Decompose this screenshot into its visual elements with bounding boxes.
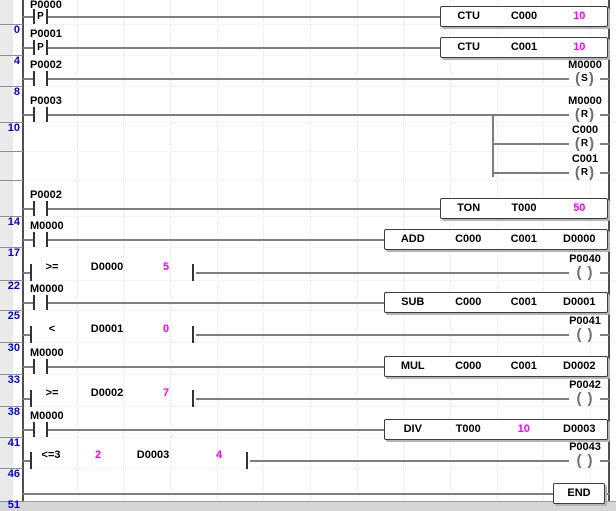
rung-number: 8 [13,86,20,98]
coil-arc-left: ( [575,69,581,87]
instruction-box-ton-t000[interactable] [440,198,608,219]
wire [600,114,609,116]
contact-label: M0000 [30,347,64,359]
wire [23,429,33,431]
wire [600,460,609,462]
coil-label: M0000 [568,59,602,71]
compare-contact-ge-d0000[interactable] [30,261,194,281]
coil-m0000-set[interactable] [569,71,600,86]
rung-row-8 [0,56,616,98]
wire [196,334,569,336]
branch-vertical-wire [492,115,494,177]
wire [23,78,33,80]
wire [23,208,33,210]
rung-separator [0,180,23,181]
coil-arc-right: ) [589,134,595,152]
wire [23,493,609,495]
contact-label: P0002 [30,189,62,201]
compare-operand: D0000 [90,261,124,273]
wire [23,398,30,400]
instruction-box-add[interactable] [384,229,608,250]
coil-m0000-reset[interactable] [569,107,600,122]
box-mnemonic: DIV [403,423,422,435]
compare-operator: <=3 [41,449,61,461]
rung-number: 22 [7,280,20,292]
coil-label: P0041 [569,315,601,327]
wire [48,114,569,116]
coil-arc-left: ( [574,105,580,123]
coil-arc-left: ( [574,163,580,181]
coil-c000-reset[interactable] [569,136,600,151]
wire [23,114,33,116]
wire [600,334,609,336]
compare-operand: D0002 [90,387,124,399]
wire [196,272,569,274]
coil-arc-left: ( [574,134,580,152]
coil-arc-right: ) [589,105,595,123]
compare-contact-ge-d0002[interactable] [30,387,194,407]
rung-row-51 [0,469,616,511]
wire [23,239,33,241]
instruction-box-div[interactable] [384,419,608,440]
coil-arc-right: ) [588,69,594,87]
box-mnemonic: TON [457,202,481,214]
rung-separator [0,151,23,152]
coil-letter: R [580,167,589,178]
compare-value: 2 [94,449,102,461]
rung-number: 10 [7,122,20,134]
compare-operator: < [48,323,56,335]
box-operand-value: 10 [517,423,530,435]
box-mnemonic: CTU [457,41,480,53]
coil-arc-right: ) [587,263,593,281]
compare-contact-lt-d0001[interactable] [30,323,194,343]
box-operand: C001 [510,233,537,245]
box-operand: T000 [455,423,481,435]
box-mnemonic: END [567,487,591,499]
instruction-box-sub[interactable] [384,292,608,313]
rung-number: 14 [7,216,20,228]
box-operand-value: 10 [573,10,586,22]
compare-contact-range-d0003[interactable] [30,449,248,469]
left-power-rail [22,0,24,501]
instruction-box-mul[interactable] [384,356,608,377]
edge-letter: P [37,11,44,22]
wire [23,460,30,462]
coil-arc-right: ) [589,163,595,181]
coil-arc-right: ) [587,451,593,469]
rung-row-10-branch-1 [0,123,616,152]
coil-letter: S [581,73,588,84]
contact-m0000[interactable] [33,232,48,247]
contact-p0002[interactable] [33,201,48,216]
box-operand-value: 10 [573,41,586,53]
wire [600,143,609,145]
coil-p0041[interactable] [569,327,600,342]
instruction-box-ctu-c000[interactable] [440,6,608,27]
wire [23,16,33,18]
coil-label: M0000 [568,95,602,107]
contact-label: P0000 [30,0,62,11]
rung-number: 46 [7,468,20,480]
contact-m0000[interactable] [33,359,48,374]
box-operand: C000 [510,10,538,22]
box-operand: C001 [510,360,537,372]
box-operand: D0002 [563,360,596,372]
compare-operator: >= [45,387,59,399]
wire [23,366,33,368]
coil-label: C001 [571,153,599,165]
box-operand: D0003 [563,423,596,435]
rung-number: 51 [7,499,20,511]
contact-p0002[interactable] [33,71,48,86]
coil-label: P0040 [569,253,601,265]
compare-value: 7 [162,387,170,399]
wire [23,302,33,304]
coil-p0040[interactable] [569,265,600,280]
wire [600,78,609,80]
coil-p0042[interactable] [569,391,600,406]
wire [600,272,609,274]
rung-number: 33 [7,374,20,386]
coil-arc-right: ) [587,325,593,343]
rung-row-10-branch-2 [0,152,616,181]
coil-c001-reset[interactable] [569,165,600,180]
coil-label: C000 [571,124,599,136]
contact-label: P0002 [30,59,62,71]
box-operand: C001 [510,296,537,308]
compare-operator: >= [45,261,59,273]
box-operand: C001 [510,41,538,53]
coil-arc-left: ( [576,325,582,343]
compare-value: 0 [162,323,170,335]
box-operand: C000 [455,233,482,245]
rung-number: 38 [7,406,20,418]
box-operand: T000 [511,202,537,214]
horizontal-scrollbar-track[interactable] [0,501,616,511]
instruction-box-end[interactable] [553,483,605,504]
contact-label: M0000 [30,220,64,232]
coil-label: P0042 [569,379,601,391]
contact-label: P0003 [30,95,62,107]
contact-label: P0001 [30,28,62,40]
contact-p0001-positive-edge[interactable] [33,40,48,55]
contact-label: M0000 [30,283,64,295]
contact-p0000-positive-edge[interactable] [33,9,48,24]
rung-number: 41 [7,437,20,449]
contact-m0000[interactable] [33,295,48,310]
rung-number: 0 [13,24,20,36]
compare-value: 5 [162,261,170,273]
branch-wire [493,172,569,174]
rung-number: 25 [7,310,20,322]
wire [250,460,569,462]
rung-number: 30 [7,342,20,354]
compare-value: 4 [215,449,223,461]
branch-wire [493,143,569,145]
rung-number: 17 [7,247,20,259]
box-mnemonic: MUL [400,360,425,372]
wire [600,398,609,400]
coil-letter: R [580,109,589,120]
wire [196,398,569,400]
contact-label: M0000 [30,410,64,422]
compare-operand: D0003 [136,449,170,461]
box-operand: D0000 [563,233,596,245]
contact-p0003[interactable] [33,107,48,122]
box-mnemonic: CTU [457,10,480,22]
coil-arc-left: ( [576,263,582,281]
box-mnemonic: ADD [400,233,425,245]
box-operand: C000 [455,296,482,308]
coil-arc-left: ( [576,389,582,407]
box-mnemonic: SUB [401,296,425,308]
compare-operand: D0001 [90,323,124,335]
coil-arc-right: ) [587,389,593,407]
box-operand: D0001 [563,296,596,308]
right-power-rail [608,0,610,501]
edge-letter: P [37,42,44,53]
instruction-box-ctu-c001[interactable] [440,37,608,58]
wire [23,334,30,336]
rung-row-46 [0,438,616,480]
coil-letter: R [580,138,589,149]
coil-p0043[interactable] [569,453,600,468]
wire [48,78,569,80]
box-operand-value: 50 [573,202,586,214]
wire [23,47,33,49]
wire [600,172,609,174]
rung-number: 4 [13,55,20,67]
contact-m0000[interactable] [33,422,48,437]
coil-arc-left: ( [576,451,582,469]
box-operand: C000 [455,360,482,372]
wire [23,272,30,274]
coil-label: P0043 [569,441,601,453]
